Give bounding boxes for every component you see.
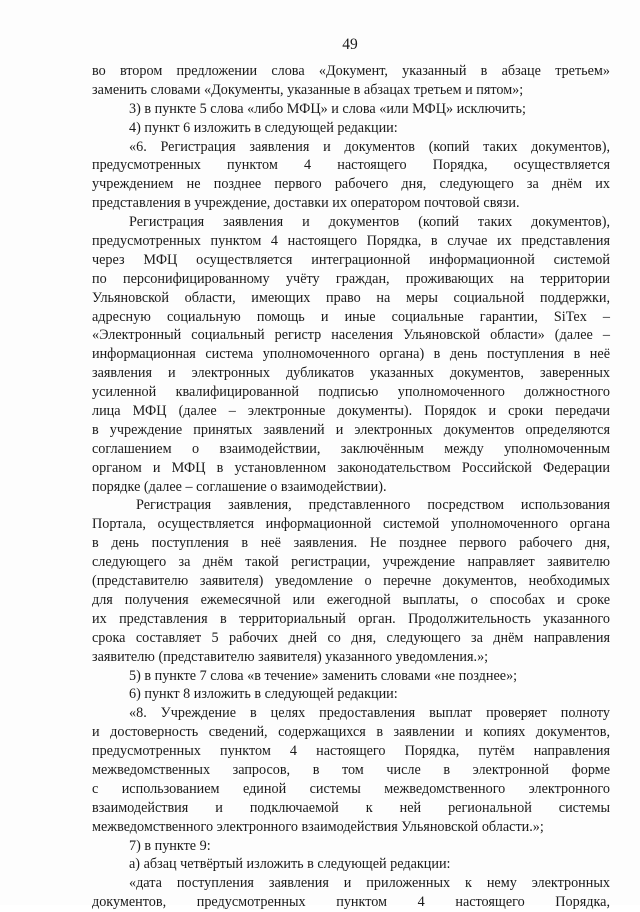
text-line: информационная система уполномоченного органа) в день поступления в неё: [92, 346, 610, 363]
text-line: усиленной квалифицированной подписью уполномоченного должностного: [92, 384, 610, 401]
text-line: межведомственных запросов, в том числе в электронной форме: [92, 761, 610, 778]
text-line: учреждением не позднее первого рабочего дня, следующего за днём их: [92, 176, 610, 193]
text-line: заменить словами «Документы, указанные в абзацах третьем и пятом»;: [92, 81, 524, 98]
text-line: предусмотренных пунктом 4 настоящего Порядка, в случае их представления: [92, 233, 610, 250]
page-number: 49: [342, 36, 358, 53]
text-line: представления в учреждение, доставки их оператором почтовой связи.: [92, 195, 520, 212]
text-line: (представителю заявителя) уведомление о перечне документов, необходимых: [92, 573, 610, 590]
text-line: межведомственного электронного взаимодействия Ульяновской области.»;: [92, 818, 544, 835]
text-line: «6. Регистрация заявления и документов (копий таких документов),: [129, 138, 610, 155]
text-line: 6) пункт 8 изложить в следующей редакции:: [129, 686, 398, 703]
body-text: [92, 62, 610, 912]
text-line: документов, предусмотренных пунктом 4 настоящего Порядка,: [92, 894, 610, 911]
text-line: срока составляет 5 рабочих дней со дня, следующего за днём направления: [92, 629, 610, 646]
text-line: предусмотренных пунктом 4 настоящего Порядка, путём направления: [92, 743, 610, 760]
text-line: через МФЦ осуществляется интеграционной информационной системой: [92, 251, 610, 268]
text-line: в учреждение принятых заявлений и электронных документов определяются: [92, 421, 610, 438]
text-line: заявления и электронных дубликатов указанных документов, заверенных: [92, 365, 610, 382]
text-line: 4) пункт 6 изложить в следующей редакции:: [129, 119, 398, 136]
text-line: Портала, осуществляется информационной системой уполномоченного органа: [92, 516, 610, 533]
text-line: в день поступления в неё заявления. Не позднее первого рабочего дня,: [92, 535, 610, 552]
text-line: и достоверность сведений, содержащихся в заявлении и копиях документов,: [92, 724, 610, 741]
text-line: Регистрация заявления, представленного посредством использования: [136, 497, 610, 514]
text-line: заявителю (представителю заявителя) указанного уведомления.»;: [92, 648, 489, 665]
text-line: адресную социальную помощь и иные социальные гарантии, SiTex –: [92, 308, 610, 325]
text-line: «Электронный социальный регистр населения Ульяновской области» (далее –: [92, 327, 610, 344]
text-line: 5) в пункте 7 слова «в течение» заменить словами «не позднее»;: [129, 667, 518, 684]
text-line: порядке (далее – соглашение о взаимодействии).: [92, 478, 387, 495]
text-line: а) абзац четвёртый изложить в следующей редакции:: [129, 856, 451, 873]
text-line: во втором предложении слова «Документ, указанный в абзаце третьем»: [92, 63, 610, 79]
text-line: взаимодействия и подключаемой к ней региональной системы: [92, 799, 610, 816]
text-line: соглашением о взаимодействии, заключённым между уполномоченным: [92, 440, 610, 457]
text-line: предусмотренных пунктом 4 настоящего Порядка, осуществляется: [92, 157, 610, 174]
text-line: следующего за днём такой регистрации, учреждение направляет заявителю: [92, 554, 610, 571]
text-line: Регистрация заявления и документов (копий таких документов),: [129, 214, 610, 231]
text-line: лица МФЦ (далее – электронные документы). Порядок и сроки передачи: [92, 403, 610, 420]
text-line: органом и МФЦ в установленном законодательством Российской Федерации: [92, 459, 610, 476]
text-line: для получения ежемесячной или ежегодной выплаты, о способах и сроке: [92, 591, 610, 608]
text-line: Ульяновской области, имеющих право на меры социальной поддержки,: [92, 289, 610, 306]
text-line: 7) в пункте 9:: [129, 837, 211, 854]
text-line: их представления в территориальный орган. Продолжительность указанного: [92, 610, 610, 627]
text-line: по персонифицированному учёту граждан, проживающих на территории: [92, 270, 610, 287]
text-line: «дата поступления заявления и приложенных к нему электронных: [129, 875, 610, 892]
text-line: с использованием единой системы межведомственного электронного: [92, 780, 610, 797]
text-line: 3) в пункте 5 слова «либо МФЦ» и слова «или МФЦ» исключить;: [129, 100, 526, 117]
text-line: «8. Учреждение в целях предоставления выплат проверяет полноту: [129, 705, 610, 722]
